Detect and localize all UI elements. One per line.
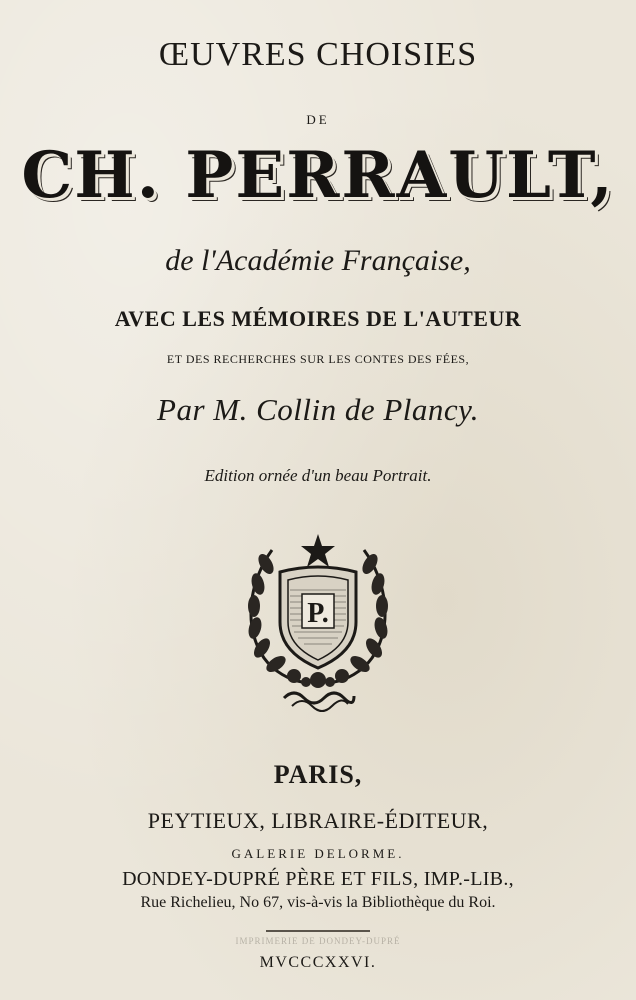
emblem-letter: P. [307,598,329,629]
show-through-text: IMPRIMERIE DE DONDEY-DUPRÉ [235,936,401,946]
imprint-printer: DONDEY-DUPRÉ PÈRE ET FILS, IMP.-LIB., [122,868,514,890]
imprint-city: PARIS, [273,760,363,789]
imprint-publisher: PEYTIEUX, LIBRAIRE-ÉDITEUR, [147,808,489,833]
imprint-gallery: GALERIE DELORME. [231,846,405,861]
title-de: DE [306,112,330,127]
author-name: CH. PERRAULT, [21,138,615,213]
academy-line: de l'Académie Française, [165,244,471,277]
imprint-year: MVCCCXXVI. [259,954,377,971]
edition-line: Edition ornée d'un beau Portrait. [204,466,432,485]
divider-rule [266,930,370,932]
publisher-emblem-icon [232,530,404,720]
imprint-address: Rue Richelieu, No 67, vis-à-vis la Bibliothèque du Roi. [140,894,496,911]
recherches-line: ET DES RECHERCHES SUR LES CONTES DES FÉES, [166,352,470,366]
memoires-line: AVEC LES MÉMOIRES DE L'AUTEUR [114,306,522,331]
star-icon [301,534,335,567]
book-title: ŒUVRES CHOISIES [158,36,478,73]
editor-line: Par M. Collin de Plancy. [157,392,479,427]
